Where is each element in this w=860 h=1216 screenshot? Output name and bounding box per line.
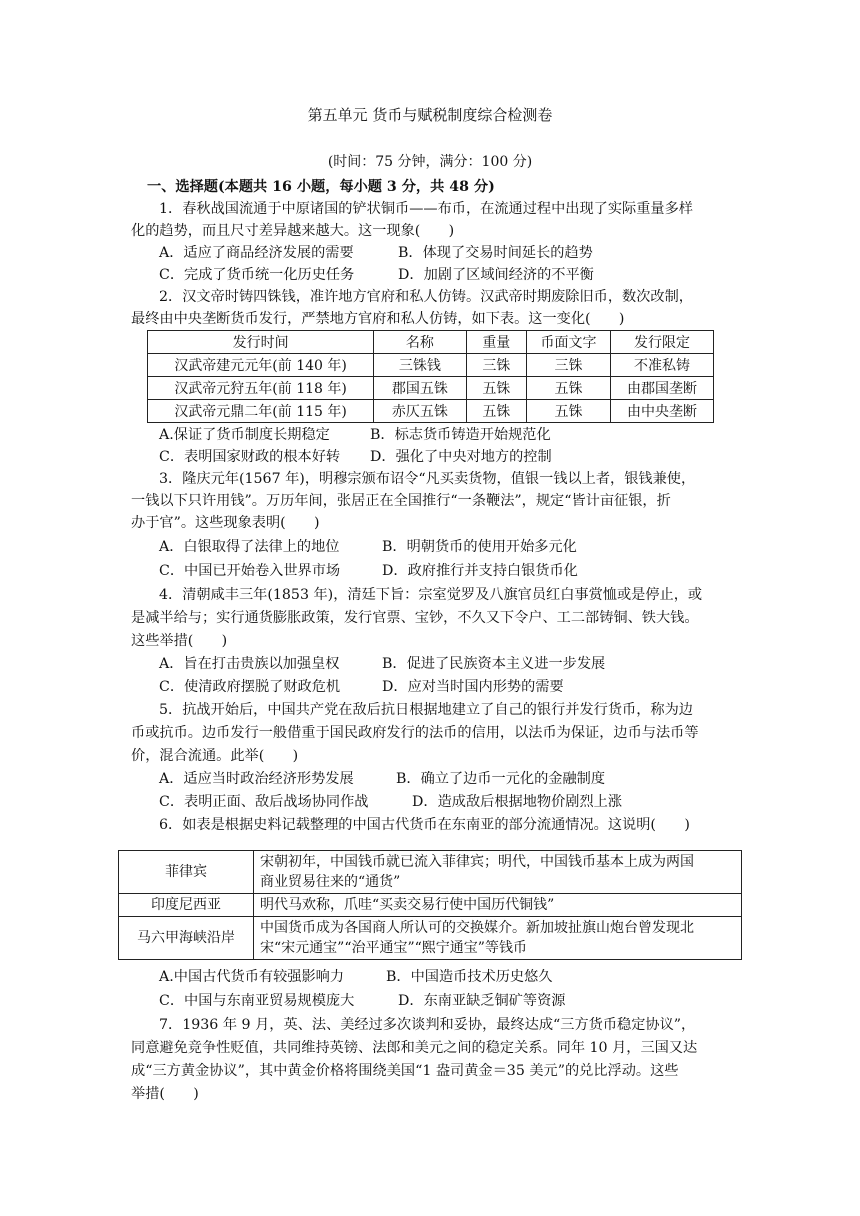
table-cell: 三铢钱 — [374, 354, 466, 377]
exam-info: (时间：75 分钟，满分：100 分) — [327, 154, 533, 170]
q5-stem-line3: 价，混合流通。此举( ) — [131, 748, 299, 764]
table-cell: 赤仄五铢 — [374, 400, 466, 423]
q3-stem-line2: 一钱以下只许用钱”。万历年间，张居正在全国推行“一条鞭法”，规定“皆计亩征银，折 — [131, 493, 671, 509]
q5-option-c: C．表明正面、敌后战场协同作战 — [159, 794, 369, 810]
q5-option-d: D．造成敌后根据地物价剧烈上涨 — [412, 794, 623, 810]
q5-stem-line2: 币或抗币。边币发行一般借重于国民政府发行的法币的信用，以法币为保证，边币与法币等 — [131, 725, 699, 741]
q5-option-b: B．确立了边币一元化的金融制度 — [396, 771, 606, 787]
circulation-table — [118, 850, 742, 960]
q3-option-c: C．中国已开始卷入世界市场 — [159, 563, 341, 579]
q4-option-d: D．应对当时国内形势的需要 — [382, 679, 564, 695]
table-cell: 郡国五铢 — [374, 377, 466, 400]
table-cell: 三铢 — [527, 354, 611, 377]
q7-stem-line1: 7．1936 年 9 月，英、法、美经过多次谈判和妥协，最终达成“三方货币稳定协议”， — [159, 1017, 696, 1033]
q4-stem-line3: 这些举措( ) — [131, 633, 228, 649]
table-row — [148, 400, 714, 423]
table-cell: 不准私铸 — [610, 354, 713, 377]
q3-stem-line1: 3．隆庆元年(1567 年)，明穆宗颁布诏令“凡买卖货物，值银一钱以上者，银钱兼使， — [159, 471, 696, 487]
q4-option-c: C．使清政府摆脱了财政危机 — [159, 679, 341, 695]
table-cell: 三铢 — [466, 354, 527, 377]
table-cell: 由中央垄断 — [610, 400, 713, 423]
coin-table — [147, 330, 714, 423]
q5-option-a: A．适应当时政治经济形势发展 — [159, 771, 354, 787]
table-cell: 五铢 — [527, 377, 611, 400]
table-cell-text: 明代马欢称，爪哇“买卖交易行使中国历代铜钱” — [254, 894, 742, 917]
table-cell-line: 商业贸易往来的“通货” — [260, 874, 401, 890]
table-cell-place: 菲律宾 — [119, 851, 254, 894]
table-header-cell: 重量 — [466, 331, 527, 354]
q6-stem-line1: 6．如表是根据史料记载整理的中国古代货币在东南亚的部分流通情况。这说明( ) — [159, 817, 690, 833]
page-title: 第五单元 货币与赋税制度综合检测卷 — [307, 106, 553, 124]
q7-stem-line2: 同意避免竞争性贬值，共同维持英镑、法郎和美元之间的稳定关系。同年 10 月，三国又达 — [131, 1040, 698, 1056]
q1-option-d: D．加剧了区域间经济的不平衡 — [398, 267, 594, 283]
q6-option-b: B．中国造币技术历史悠久 — [386, 969, 553, 985]
q4-stem-line2: 是减半给与；实行通货膨胀政策，发行官票、宝钞，不久又下令户、工二部铸铜、铁大钱。 — [131, 610, 699, 626]
q3-option-b: B．明朝货币的使用开始多元化 — [382, 539, 577, 555]
q3-option-d: D．政府推行并支持白银货币化 — [382, 563, 578, 579]
q6-option-d: D．东南亚缺乏铜矿等资源 — [398, 993, 566, 1009]
q2-option-b: B．标志货币铸造开始规范化 — [370, 427, 551, 443]
table-header-cell: 发行限定 — [610, 331, 713, 354]
table-header-row — [148, 331, 714, 354]
table-row — [148, 377, 714, 400]
q1-stem-line1: 1．春秋战国流通于中原诸国的铲状铜币——布币，在流通过程中出现了实际重量多样 — [159, 201, 693, 217]
q3-stem-line3: 办于官”。这些现象表明( ) — [131, 515, 320, 531]
q4-option-a: A．旨在打击贵族以加强皇权 — [159, 656, 340, 672]
q1-option-b: B．体现了交易时间延长的趋势 — [398, 245, 593, 261]
q2-option-a: A.保证了货币制度长期稳定 — [159, 427, 330, 443]
q2-option-d: D．强化了中央对地方的控制 — [370, 449, 552, 465]
q4-stem-line1: 4．清朝咸丰三年(1853 年)，清廷下旨：宗室觉罗及八旗官员红白事赏恤或是停止，或 — [159, 587, 703, 603]
table-cell-line: 中国货币成为各国商人所认可的交换媒介。新加坡扯旗山炮台曾发现北 — [260, 920, 694, 936]
table-row — [119, 894, 742, 917]
table-header-cell: 币面文字 — [527, 331, 611, 354]
table-cell: 由郡国垄断 — [610, 377, 713, 400]
table-cell-line: 宋朝初年，中国钱币就已流入菲律宾；明代，中国钱币基本上成为两国 — [260, 854, 694, 870]
table-row — [119, 917, 742, 960]
table-cell-text — [254, 851, 742, 894]
q6-option-a: A.中国古代货币有较强影响力 — [159, 969, 345, 985]
q1-option-c: C．完成了货币统一化历史任务 — [159, 267, 355, 283]
q2-stem-line1: 2．汉文帝时铸四铢钱，准许地方官府和私人仿铸。汉武帝时期废除旧币，数次改制， — [159, 289, 693, 305]
q4-option-b: B．促进了民族资本主义进一步发展 — [382, 656, 606, 672]
q7-stem-line3: 成“三方黄金协议”，其中黄金价格将围绕美国“1 盎司黄金＝35 美元”的兑比浮动。这些 — [131, 1063, 679, 1079]
q7-stem-line4: 举措( ) — [131, 1086, 199, 1102]
table-row — [148, 354, 714, 377]
section-heading: 一、选择题(本题共 16 小题，每小题 3 分，共 48 分) — [147, 179, 495, 195]
table-cell: 五铢 — [527, 400, 611, 423]
table-header-cell: 名称 — [374, 331, 466, 354]
q2-stem-line2: 最终由中央垄断货币发行，严禁地方官府和私人仿铸，如下表。这一变化( ) — [131, 311, 625, 327]
table-row — [119, 851, 742, 894]
table-cell-place: 印度尼西亚 — [119, 894, 254, 917]
q3-option-a: A．白银取得了法律上的地位 — [159, 539, 340, 555]
table-cell-text — [254, 917, 742, 960]
table-cell: 五铢 — [466, 400, 527, 423]
q6-option-c: C．中国与东南亚贸易规模庞大 — [159, 993, 355, 1009]
q2-option-c: C．表明国家财政的根本好转 — [159, 449, 341, 465]
table-header-cell: 发行时间 — [148, 331, 374, 354]
q5-stem-line1: 5．抗战开始后，中国共产党在敌后抗日根据地建立了自己的银行并发行货币，称为边 — [159, 702, 693, 718]
q1-stem-line2: 化的趋势，而且尺寸差异越来越大。这一现象( ) — [131, 223, 455, 239]
table-cell: 汉武帝建元元年(前 140 年) — [148, 354, 374, 377]
table-cell: 汉武帝元狩五年(前 118 年) — [148, 377, 374, 400]
table-cell: 汉武帝元鼎二年(前 115 年) — [148, 400, 374, 423]
table-cell: 五铢 — [466, 377, 527, 400]
table-cell-line: 宋“宋元通宝”“治平通宝”“熙宁通宝”等钱币 — [260, 940, 527, 956]
q1-option-a: A．适应了商品经济发展的需要 — [159, 245, 354, 261]
table-cell-place: 马六甲海峡沿岸 — [119, 917, 254, 960]
